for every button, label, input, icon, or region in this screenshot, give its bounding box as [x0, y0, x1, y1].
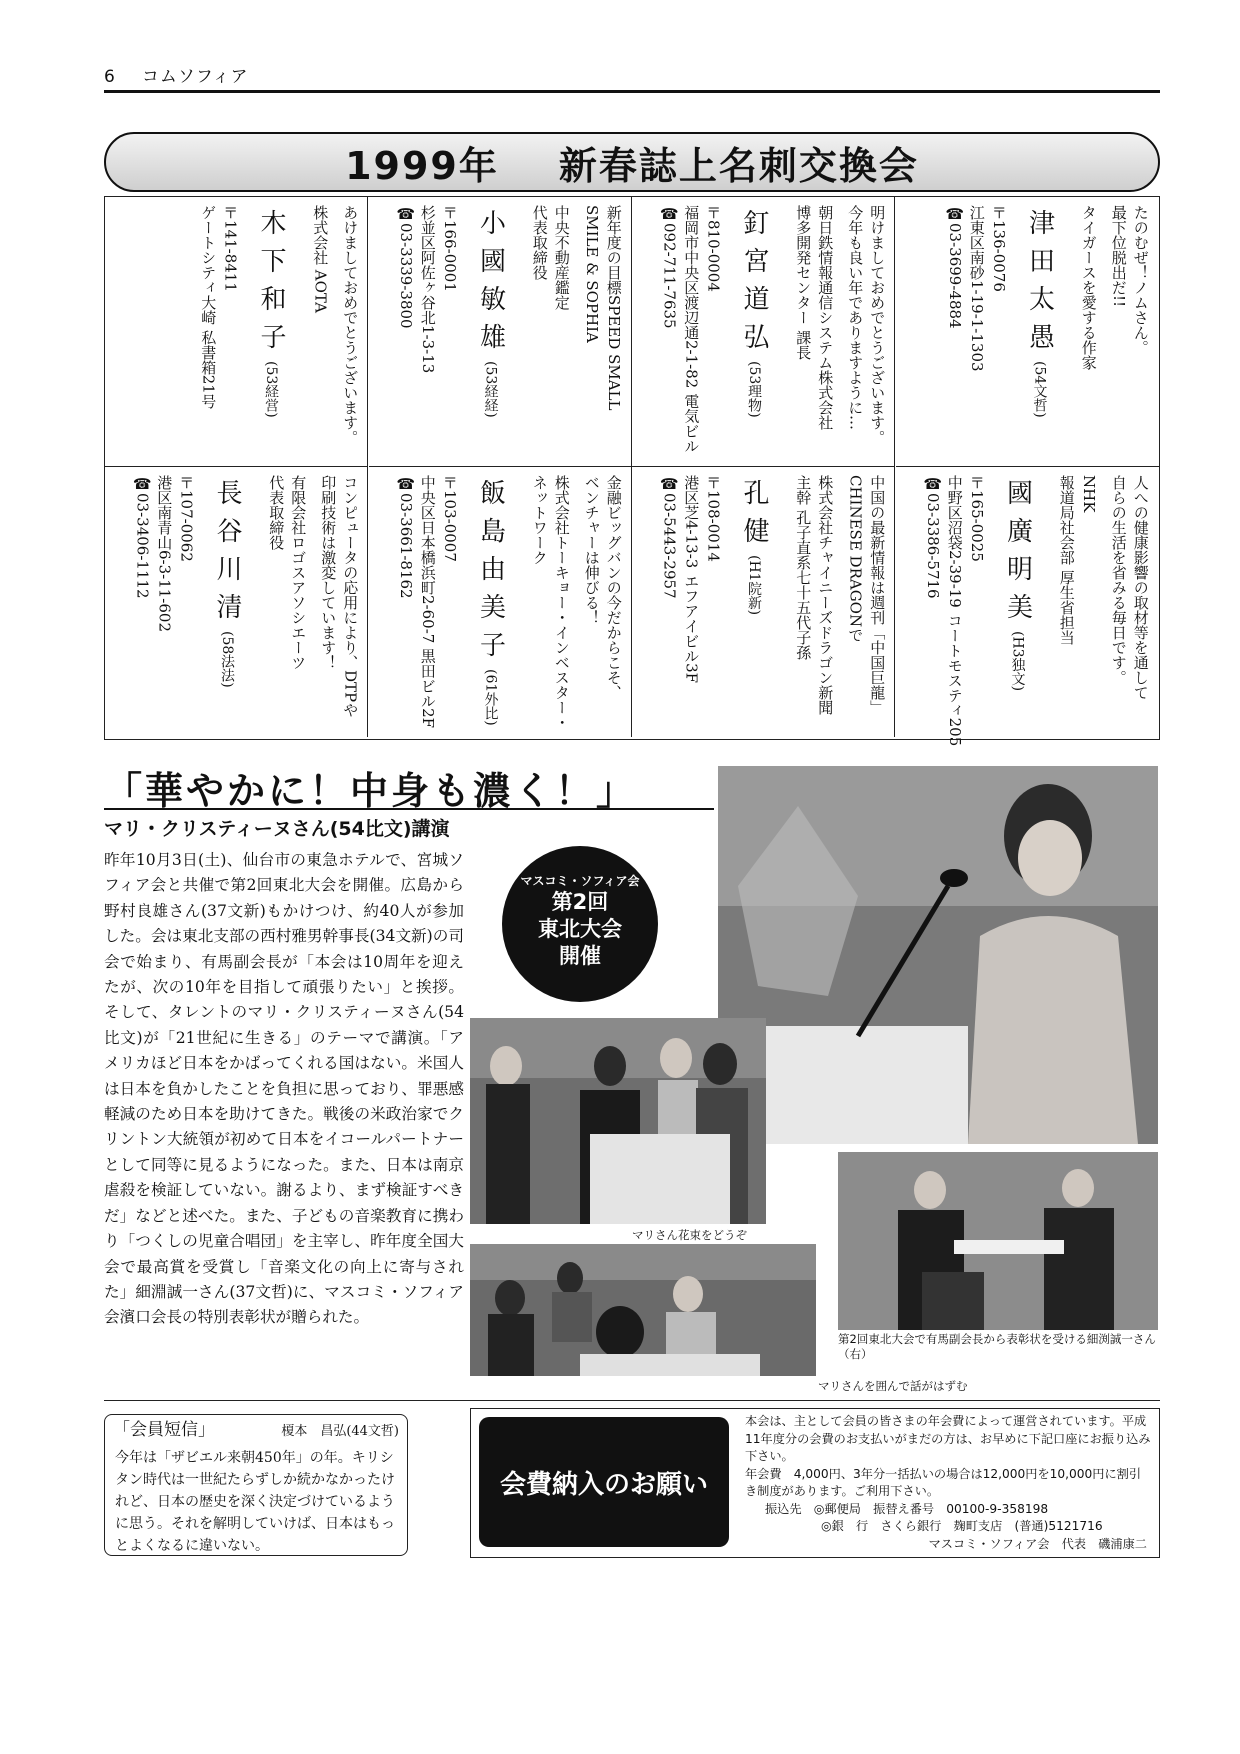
card-name-text: 釘宮道弘: [739, 209, 769, 361]
card-lines-line: ☎03-3661-8162: [396, 475, 415, 599]
card-lines-line: 〒141-8411: [221, 205, 240, 292]
dues-text: [745, 1413, 1153, 1553]
dues-paragraph-2: 年会費 4,000円、3年分一括払いの場合は12,000円を10,000円に割引き制度があります。ご利用下さい。: [745, 1466, 1142, 1498]
card-lines-line: 〒810-0004: [704, 205, 723, 292]
card-message-line: 今年も良い年でありますように…: [846, 205, 865, 430]
card-lines-line: 〒136-0076: [989, 205, 1008, 292]
card-extra-line: 主幹 孔子直系七十五代子孫: [794, 475, 813, 660]
card-message-line: 新年度の目標SPEED SMALL: [604, 205, 623, 411]
card-message-line: 金融ビッグバンの今だからこそ、: [604, 475, 623, 700]
card-extra-line: タイガースを愛する作家: [1079, 205, 1098, 370]
card-name-text: 長谷川清: [212, 479, 242, 631]
card-name-text: 木下和子: [256, 209, 286, 361]
card-lines-line: 江東区南砂1-19-1-1303: [967, 205, 986, 372]
card-lines-line: ゲートシティ大崎 私書箱21号: [199, 205, 218, 409]
card-message-line: あけましておめでとうございます。: [341, 205, 360, 445]
feature-article-body: 昨年10月3日(土)、仙台市の東急ホテルで、宮城ソフィア会と共催で第2回東北大会を開催。広島から野村良雄さん(37文新)もかけつけ、約40人が参加した。会は東北支部の西村雅男幹事長(34文新)の司会で始まり、有馬副会長が「本会は10周年を迎えたが、次の10年を目指して頑張りたい」と挨拶。そして、タレントのマリ・クリスティーヌさん(54比文)が「21世紀に生きる」のテーマで講演。「アメリカほど日本をかばってくれる国はない。米国人は日本を負かしたことを負担に思っており、罪悪感軽減のため日本を助けてきた。戦後の米政治家でクリントン大統領が初めて日本をイコールパートナーとして同等に見るようになった。また、日本は南京虐殺を検証していない。謝るより、まず検証すべきだ」などと述べた。また、子どもの音楽教育に携わり「つくしの児童合唱団」を主宰し、昨年度全国大会で最高賞を受賞し「音楽文化の向上に寄与された」細淵誠一さん(37文哲)に、マスコミ・ソフィア会濱口会長の特別表彰状が贈られた。: [104, 851, 464, 1327]
card-extra-line: 有限会社ロゴスアソシエーツ: [289, 475, 308, 670]
card-lines-line: 〒166-0001: [440, 205, 459, 292]
card-grad-year: (54文哲): [1031, 361, 1048, 418]
card-person-name: [736, 209, 773, 418]
card-message-line: 人への健康影響の取材等を通して: [1131, 475, 1150, 700]
card-extra-line: 中央不動産鑑定: [552, 205, 571, 310]
card-lines-line: 中央区日本橋浜町2-60-7 黒田ビル2F: [418, 475, 437, 729]
dues-heading: 会費納入のお願い: [479, 1417, 729, 1547]
card-extra-line: 報道局社会部 厚生省担当: [1057, 475, 1076, 645]
member-news-body: 今年は「ザビエル来朝450年」の年。キリシタン時代は一世紀たらずしか続かなかったけれど、日本の歴史を深く決定づけているように思う。それを解明していけば、日本はもっとよくなるに違いない。: [115, 1450, 395, 1554]
card-grad-year: (53経経): [482, 361, 499, 418]
card-grad-year: (H1院新): [746, 555, 762, 616]
badge-line-2: 東北大会: [538, 917, 622, 941]
card-person-name: [736, 479, 773, 615]
member-news-title: 「会員短信」: [113, 1420, 215, 1440]
business-card: [369, 467, 632, 737]
chat-caption: マリさんを囲んで話がはずむ: [818, 1379, 968, 1393]
card-name-text: 津田太愚: [1024, 209, 1055, 361]
card-extra-line: ネットワーク: [530, 475, 549, 565]
card-person-name: [209, 479, 246, 688]
card-lines-line: 杉並区阿佐ヶ谷北1-3-13: [418, 205, 437, 374]
card-person-name: [1000, 479, 1037, 691]
card-lines-line: 〒103-0007: [440, 475, 459, 562]
business-card: [105, 467, 368, 737]
card-person-name: [473, 479, 510, 726]
card-extra-line: 株式会社チャイニーズドラゴン新聞: [816, 475, 835, 715]
business-card: [632, 197, 895, 467]
award-photo: [838, 1152, 1158, 1330]
card-message-line: 明けましておめでとうございます。: [868, 205, 887, 445]
card-extra-line: 朝日鉄情報通信システム株式会社: [816, 205, 835, 430]
card-name-text: 飯島由美子: [475, 479, 506, 669]
page-header: [104, 62, 1160, 93]
member-news-box: [104, 1414, 408, 1556]
card-lines-line: ☎03-3339-3800: [396, 205, 415, 329]
card-grad-year: (53経営): [263, 361, 279, 418]
card-message-line: 印刷技術は激変しています！: [319, 475, 338, 670]
card-message-line: 最下位脱出だ!!: [1109, 205, 1128, 308]
dues-notice-box: [470, 1408, 1160, 1558]
card-grad-year: (53理物): [746, 361, 762, 418]
banner-year: 1999年: [345, 143, 499, 188]
bottom-divider: [104, 1400, 1160, 1401]
card-extra-line: 株式会社 AOTA: [311, 205, 330, 313]
dues-account-bank: ◎銀 行 さくら銀行 麹町支店 (普通)5121716: [821, 1519, 1103, 1533]
card-lines-line: 福岡市中央区渡辺通2-1-82 電気ビル: [682, 205, 701, 454]
banner-title: 新春誌上名刺交換会: [558, 143, 919, 188]
dues-account-postal: 振込先 ◎郵便局 振替え番号 00100-9-358198: [765, 1501, 1049, 1516]
card-message-line: 中国の最新情報は週刊「中国巨龍」: [868, 475, 887, 715]
card-message-line: ベンチャーは伸びる！: [582, 475, 601, 625]
flowers-caption: マリさん花束をどうぞ: [632, 1228, 747, 1242]
business-card: [896, 197, 1159, 467]
card-message-line: SMILE & SOPHIA: [582, 205, 601, 343]
dues-paragraph-1: 本会は、主として会員の皆さまの年会費によって運営されています。平成11年度分の会費のお支払いがまだの方は、お早めに下記口座にお振り込み下さい。: [745, 1414, 1151, 1463]
member-news-author: 榎本 昌弘(44文哲): [281, 1424, 399, 1439]
feature-subtitle: マリ・クリスティーヌさん(54比文)講演: [104, 818, 450, 840]
card-name-text: 孔健: [739, 479, 769, 555]
card-person-name: [253, 209, 290, 418]
award-caption: 第2回東北大会で有馬副会長から表彰状を受ける細渕誠一さん（右）: [838, 1332, 1156, 1361]
badge-line-3: 開催: [559, 944, 601, 968]
flowers-photo: [470, 1018, 766, 1224]
card-person-name: [1022, 209, 1059, 418]
card-lines-line: ☎092-711-7635: [660, 205, 679, 329]
card-name-text: 小國敏雄: [475, 209, 506, 361]
publication-name: コムソフィア: [141, 67, 249, 87]
card-lines-line: 中野区沼袋2-39-19 コートモスティ205: [945, 475, 964, 747]
badge-line-1: 第2回: [551, 890, 609, 914]
card-extra-line: 代表取締役: [267, 475, 286, 550]
chat-photo: [470, 1244, 816, 1376]
card-extra-line: NHK: [1079, 475, 1098, 513]
card-message-line: コンピュータの応用により、DTPや: [341, 475, 360, 718]
card-message-line: CHINESE DRAGONで: [846, 475, 865, 643]
card-exchange-banner: [104, 132, 1160, 192]
business-card-grid: [104, 196, 1160, 747]
card-lines-line: 港区南青山6-3-11-602: [155, 475, 174, 633]
badge-org: マスコミ・ソフィア会: [520, 874, 640, 888]
card-lines-line: 〒108-0014: [704, 475, 723, 562]
card-extra-line: 代表取締役: [530, 205, 549, 280]
card-lines-line: ☎03-3386-5716: [923, 475, 942, 599]
card-lines-line: 〒165-0025: [967, 475, 986, 562]
card-person-name: [473, 209, 510, 418]
card-lines-line: ☎03-3406-1112: [133, 475, 152, 599]
page-number: 6: [104, 67, 116, 87]
card-lines-line: 〒107-0062: [177, 475, 196, 562]
card-lines-line: ☎03-5443-2957: [660, 475, 679, 599]
card-grad-year: (61外比): [482, 669, 499, 726]
card-lines-line: 港区芝4-13-3 エフアイビル3F: [682, 475, 701, 684]
business-card: [369, 197, 632, 467]
card-extra-line: 株式会社トーキョー・インベスター・: [552, 475, 571, 730]
card-message-line: たのむぜ！ノムさん。: [1131, 205, 1150, 355]
card-message-line: 自らの生活を省みる毎日です。: [1109, 475, 1128, 685]
feature-title: 「華やかに！中身も濃く！」: [104, 768, 638, 813]
business-card: [632, 467, 895, 737]
speaker-photo: [718, 766, 1158, 1144]
business-card: [105, 197, 368, 467]
card-lines-line: ☎03-3699-4884: [945, 205, 964, 329]
card-extra-line: 博多開発センター 課長: [794, 205, 813, 360]
card-grad-year: (H3独文): [1009, 631, 1026, 692]
card-name-text: 國廣明美: [1002, 479, 1033, 631]
dues-owner: マスコミ・ソフィア会 代表 磯浦康二: [928, 1536, 1147, 1551]
tohoku-meeting-badge: [502, 846, 658, 1002]
business-card: [896, 467, 1159, 747]
card-grad-year: (58法法): [219, 631, 235, 688]
